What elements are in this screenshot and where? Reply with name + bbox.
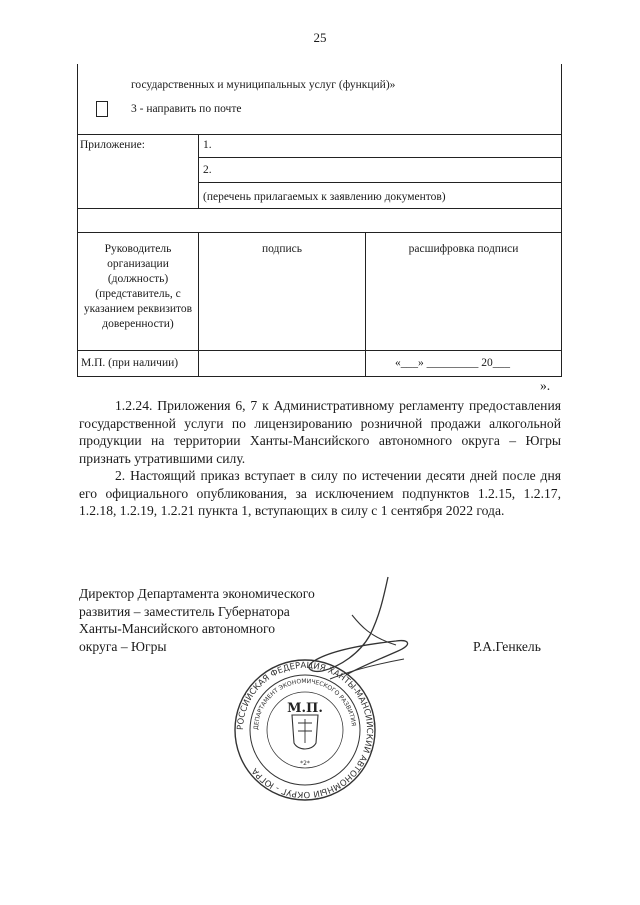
coat-of-arms-icon [292,715,318,749]
position-line: округа – Югры [79,638,167,654]
seal-number: *2* [300,760,310,767]
option3-checkbox[interactable] [96,101,108,117]
closing-quote: ». [540,378,551,393]
table-border-left [77,64,78,377]
position-line: Директор Департамента экономического [79,586,315,601]
col-divider [198,134,199,208]
attachment-item-1: 1. [203,139,212,151]
seal-mp-label: М.П. [287,701,323,716]
paragraph-2 [79,467,561,520]
page-number: 25 [313,30,327,45]
signatory-label: Руководитель организации (должность) (представитель, с указанием реквизитов доверенности) [83,243,193,330]
paragraph-2-text: 2. Настоящий приказ вступает в силу по истечении десяти дней после дня его официального опубликования, за исключением подпунктов 1.2.15, 1.2.17, 1.2.18, 1.2.19, 1.2.21 пункта 1, вступающих в силу с 1 сентября 2022 года. [79,468,561,518]
seal-inner-text: ДЕПАРТАМЕНТ ЭКОНОМИЧЕСКОГО РАЗВИТИЯ [252,677,357,731]
signer-name: Р.А.Генкель [473,639,541,654]
signature-header: подпись [261,243,303,255]
date-field[interactable]: «___» _________ 20___ [395,357,510,369]
row-divider [198,157,562,158]
signature-decoding-header: расшифровка подписи [408,243,519,255]
position-line: развития – заместитель Губернатора [79,603,290,619]
attachment-item-2: 2. [203,164,212,176]
paragraph-1-2-24-text: 1.2.24. Приложения 6, 7 к Административному регламенту предоставления государственной услуги по лицензированию розничной продажи алкогольной продукции на территории Ханты-Мансийского автономного округа – Югры признать утратившими силу. [79,398,561,466]
seal-outer-text: РОССИЙСКАЯ ФЕДЕРАЦИЯ ХАНТЫ-МАНСИЙСКИЙ АВТОНОМНЫЙ ОКРУГ - ЮГРА [235,660,375,800]
attachment-note: (перечень прилагаемых к заявлению документов) [203,191,446,203]
row-divider [77,208,562,209]
official-seal [232,657,378,803]
row-divider [77,134,562,135]
position-line: Ханты-Мансийского автономного [79,621,276,636]
row-divider [198,182,562,183]
table-border-bottom [77,376,562,377]
option-text-line: государственных и муниципальных услуг (функций)» [131,79,396,91]
table-border-right [561,64,562,377]
row-divider [77,350,562,351]
option3-label: 3 - направить по почте [131,103,242,115]
paragraph-1-2-24 [79,397,561,467]
application-form-table [77,64,562,377]
attachment-label: Приложение: [80,139,145,151]
row-divider [77,232,562,233]
seal-label: М.П. (при наличии) [81,357,179,369]
